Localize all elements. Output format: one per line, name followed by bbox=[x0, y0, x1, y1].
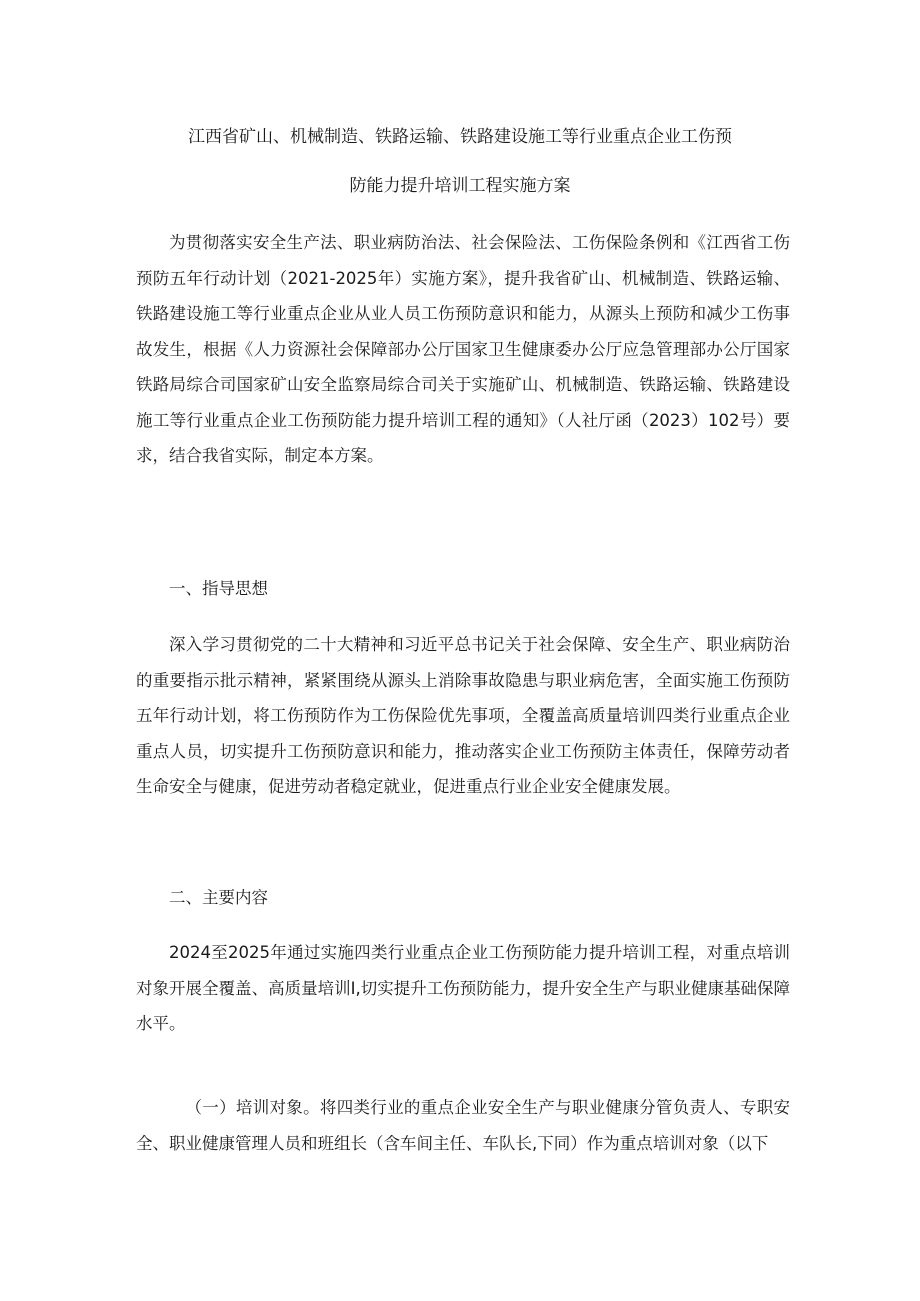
intro-paragraph: 为贯彻落实安全生产法、职业病防治法、社会保险法、工伤保险条例和《江西省工伤预防五年行动计划（2021-2025年）实施方案》，提升我省矿山、机械制造、铁路运输、铁路建设施工等行业重点企业从业人员工伤预防意识和能力，从源头上预防和减少工伤事故发生，根据《人力资源社会保障部办公厅国家卫生健康委办公厅应急管理部办公厅国家铁路局综合司国家矿山安全监察局综合司关于实施矿山、机械制造、铁路运输、铁路建设施工等行业重点企业工伤预防能力提升培训工程的通知》（人社厅函（2023）102号）要求，结合我省实际，制定本方案。 bbox=[136, 233, 790, 465]
section-1-heading: 一、指导思想 bbox=[169, 579, 268, 598]
subsection-1-paragraph: （一）培训对象。将四类行业的重点企业安全生产与职业健康分管负责人、专职安全、职业健康管理人员和班组长（含车间主任、车队长,下同）作为重点培训对象（以下 bbox=[136, 1098, 790, 1153]
document-title-line-2: 防能力提升培训工程实施方案 bbox=[349, 176, 571, 196]
document-title-line-1: 江西省矿山、机械制造、铁路运输、铁路建设施工等行业重点企业工伤预 bbox=[188, 127, 732, 147]
section-1-paragraph: 深入学习贯彻党的二十大精神和习近平总书记关于社会保障、安全生产、职业病防治的重要指示批示精神，紧紧围绕从源头上消除事故隐患与职业病危害，全面实施工伤预防五年行动计划，将工伤预防作为工伤保险优先事项，全覆盖高质量培训四类行业重点企业重点人员，切实提升工伤预防意识和能力，推动落实企业工伤预防主体责任，保障劳动者生命安全与健康，促进劳动者稳定就业，促进重点行业企业安全健康发展。 bbox=[136, 635, 790, 796]
section-2-paragraph: 2024至2025年通过实施四类行业重点企业工伤预防能力提升培训工程，对重点培训对象开展全覆盖、高质量培训I,切实提升工伤预防能力，提升安全生产与职业健康基础保障水平。 bbox=[136, 943, 790, 1033]
section-2-heading: 二、主要内容 bbox=[169, 888, 268, 907]
